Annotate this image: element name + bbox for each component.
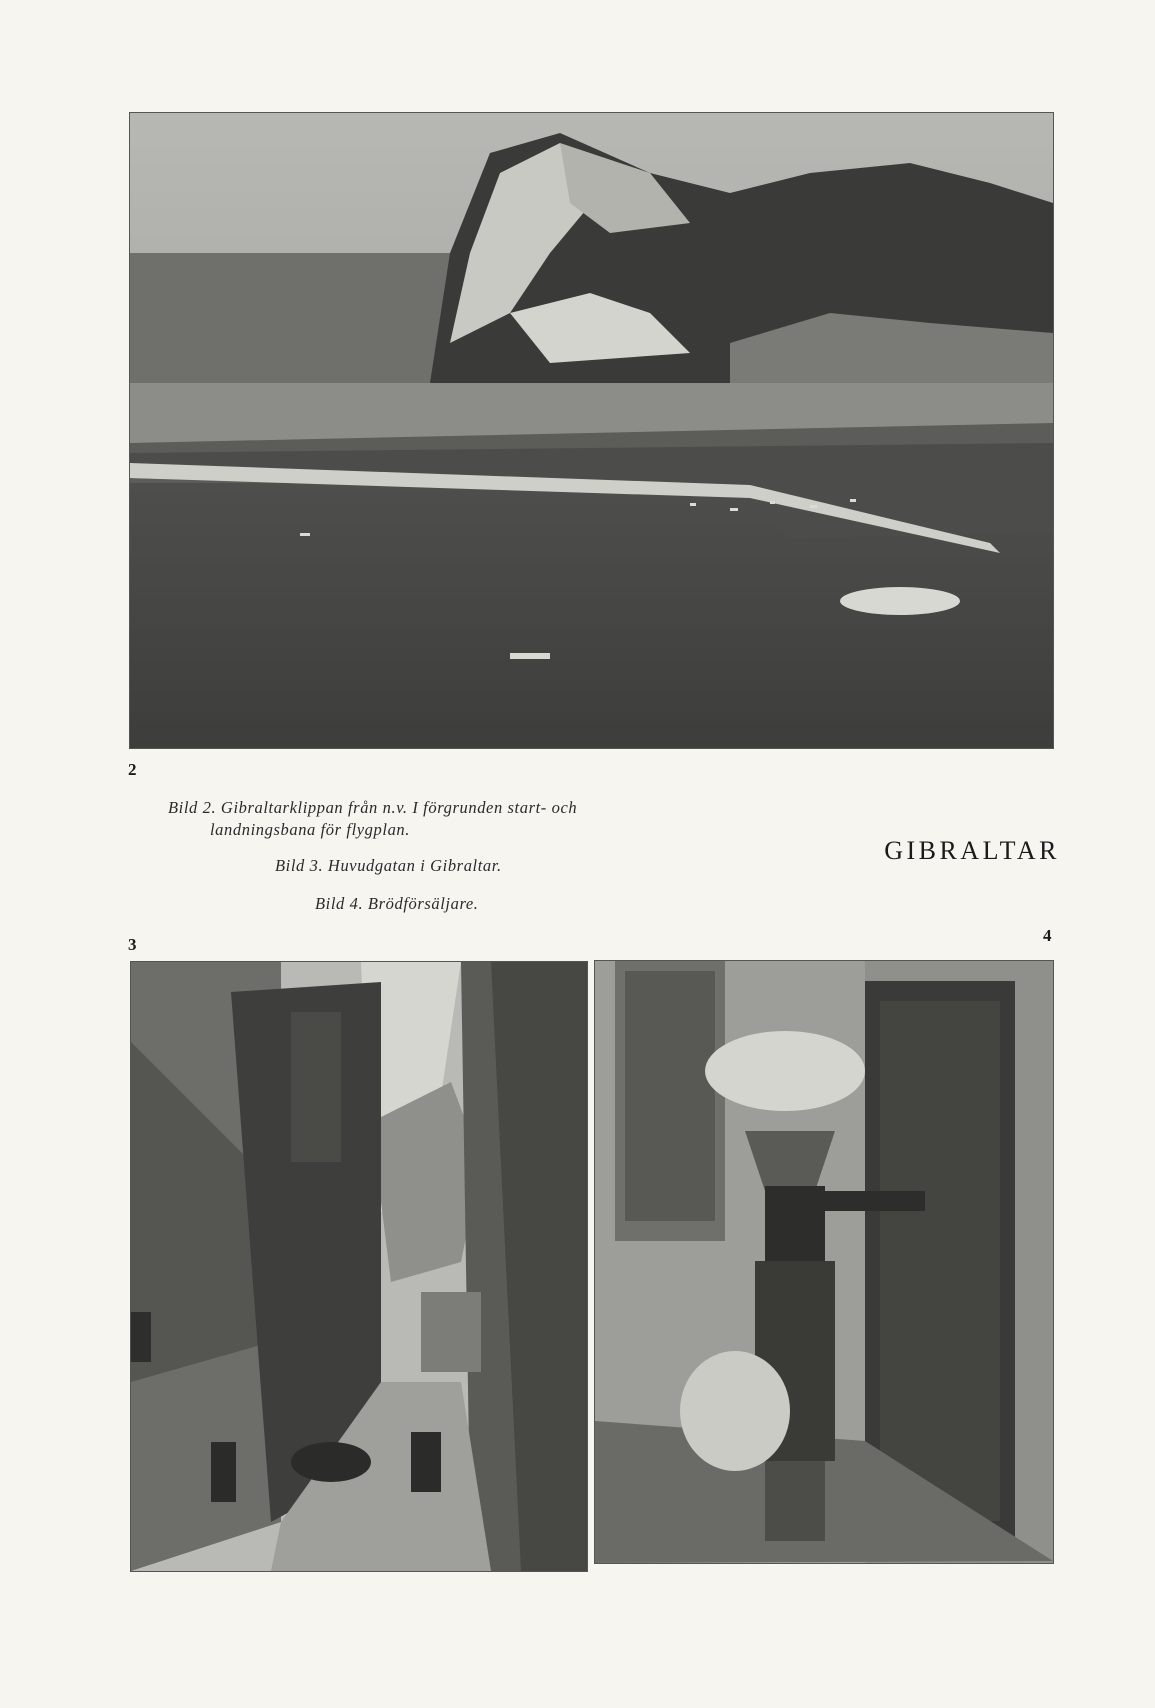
caption-fig4: Bild 4. Brödförsäljare.: [315, 894, 479, 913]
figure-number-3: 3: [128, 935, 137, 954]
caption-fig2-line1: Bild 2. Gibraltarklippan från n.v. I förgrunden start- och: [168, 798, 578, 817]
photo-bread-seller: [595, 961, 1053, 1563]
figure-number-4: 4: [1043, 926, 1052, 945]
caption-fig3: Bild 3. Huvudgatan i Gibraltar.: [275, 856, 502, 875]
photo-gibraltar-rock-aerial: [130, 113, 1053, 748]
caption-fig2-line2: landningsbana för flygplan.: [210, 820, 410, 839]
page-heading: GIBRALTAR: [884, 836, 1060, 865]
photo-main-street: [131, 962, 587, 1571]
figure-number-2: 2: [128, 760, 137, 779]
